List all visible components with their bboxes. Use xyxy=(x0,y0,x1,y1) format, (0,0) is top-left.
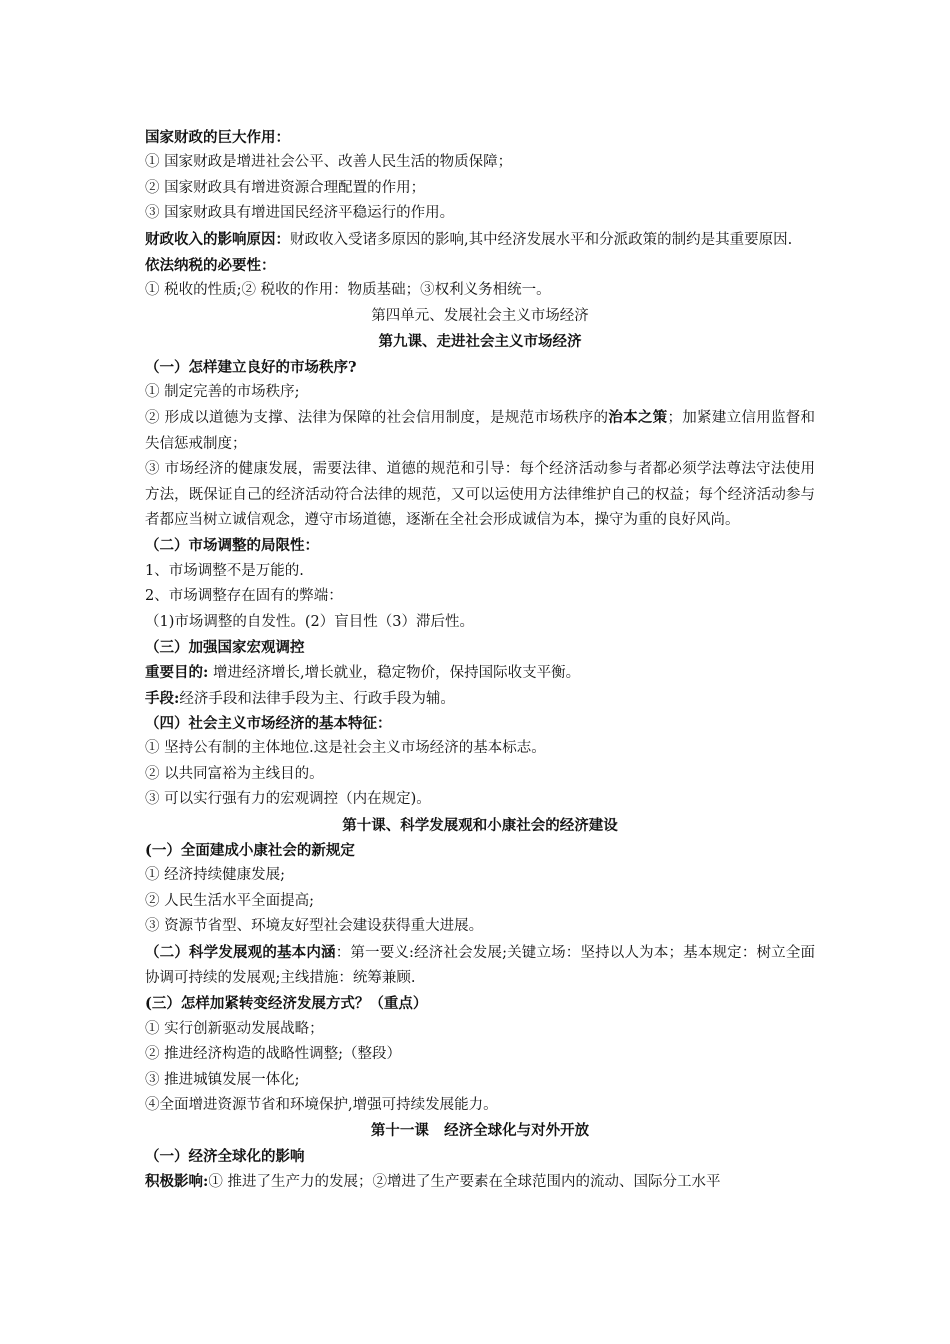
paragraph-text: 经济手段和法律手段为主、行政手段为辅。 xyxy=(179,690,455,707)
list-item: （1)市场调整的自发性。(2）盲目性（3）滞后性。 xyxy=(145,613,474,630)
term-label: 积极影响: xyxy=(145,1173,209,1191)
document-body xyxy=(145,125,815,1195)
list-item: ② 以共同富裕为主线目的。 xyxy=(145,765,324,782)
term-label: 财政收入的影响原因： xyxy=(145,230,290,248)
paragraph-text: 财政收入受诸多原因的影响,其中经济发展水平和分派政策的制约是其重要原因. xyxy=(290,231,793,248)
subsection-heading: （一）经济全球化的影响 xyxy=(145,1147,305,1165)
lesson-title: 第九课、走进社会主义市场经济 xyxy=(378,333,582,351)
list-item: ③ 推进城镇发展一体化; xyxy=(145,1071,300,1088)
list-item: ② 推进经济构造的战略性调整;（整段） xyxy=(145,1046,401,1063)
paragraph-text: ② 形成以道德为支撑、法律为保障的社会信用制度，是规范市场秩序的 xyxy=(145,410,609,427)
list-item: ③ 国家财政具有增进国民经济平稳运行的作用。 xyxy=(145,205,455,222)
paragraph-text: 增进经济增长,增长就业，稳定物价，保持国际收支平衡。 xyxy=(208,665,581,682)
emphasis-text: 治本之策 xyxy=(608,409,668,427)
subsection-heading: (三）怎样加紧转变经济发展方式？（重点） xyxy=(145,995,428,1013)
subsection-heading: (一）全面建成小康社会的新规定 xyxy=(145,842,355,860)
list-item: ④全面增进资源节省和环境保护,增强可持续发展能力。 xyxy=(145,1096,498,1113)
list-item: ① 国家财政是增进社会公平、改善人民生活的物质保障； xyxy=(145,154,513,171)
lesson-title: 第十一课 经济全球化与对外开放 xyxy=(370,1122,590,1140)
paragraph-text: ① 推进了生产力的发展；②增进了生产要素在全球范围内的流动、国际分工水平 xyxy=(208,1174,721,1191)
list-item: ① 制定完善的市场秩序; xyxy=(145,383,300,400)
section-heading-fiscal-role: 国家财政的巨大作用： xyxy=(145,129,290,146)
lesson-title: 第十课、科学发展观和小康社会的经济建设 xyxy=(342,816,618,834)
subsection-heading: （一）怎样建立良好的市场秩序? xyxy=(145,358,357,376)
term-label: 手段: xyxy=(145,689,180,707)
paragraph-text: ：第一要义:经济社会发展;关键立场：坚持以人为本；基本规定：树立全面协调可持续的发展观;主线措施：统筹兼顾. xyxy=(145,944,815,986)
list-item xyxy=(145,1169,815,1194)
list-item xyxy=(145,686,815,711)
subsection-heading: （四）社会主义市场经济的基本特征： xyxy=(145,715,392,733)
subsection-heading: （三）加强国家宏观调控 xyxy=(145,638,305,656)
list-item: ② 国家财政具有增进资源合理配置的作用； xyxy=(145,179,426,196)
paragraph-revenue-factors xyxy=(145,227,815,253)
list-item: ③ 可以实行强有力的宏观调控（内在规定)。 xyxy=(145,791,431,808)
list-item: ① 税收的性质;② 税收的作用：物质基础；③权利义务相统一。 xyxy=(145,282,551,299)
list-item xyxy=(145,405,815,457)
unit-title: 第四单元、发展社会主义市场经济 xyxy=(371,307,589,324)
list-item: 2、市场调整存在固有的弊端： xyxy=(145,588,343,605)
list-item: 1、市场调整不是万能的. xyxy=(145,562,304,579)
list-item: ① 经济持续健康发展; xyxy=(145,867,285,884)
term-label: （二）科学发展观的基本内涵 xyxy=(145,943,336,961)
term-label: 重要目的: xyxy=(145,664,209,682)
list-item xyxy=(145,660,815,685)
list-item: ② 人民生活水平全面提高; xyxy=(145,892,314,909)
list-item: ① 坚持公有制的主体地位.这是社会主义市场经济的基本标志。 xyxy=(145,740,546,757)
section-heading-tax-necessity: 依法纳税的必要性： xyxy=(145,256,276,274)
paragraph-text: ；加紧建立信用监督和失信惩戒制度； xyxy=(145,410,816,452)
list-item: ① 实行创新驱动发展战略； xyxy=(145,1020,324,1037)
list-item: ③ 资源节省型、环境友好型社会建设获得重大进展。 xyxy=(145,918,484,935)
paragraph-scientific-outlook xyxy=(145,940,815,992)
subsection-heading: （二）市场调整的局限性： xyxy=(145,537,319,555)
list-item: ③ 市场经济的健康发展，需要法律、道德的规范和引导：每个经济活动参与者都必须学法尊法守法使用方法，既保证自己的经济活动符合法律的规范，又可以运使用方法律维护自己的权益；每个经济活动参与者都应当树立诚信观念，遵守市场道德，逐渐在全社会形成诚信为本，操守为重的良好风尚。 xyxy=(145,461,815,528)
